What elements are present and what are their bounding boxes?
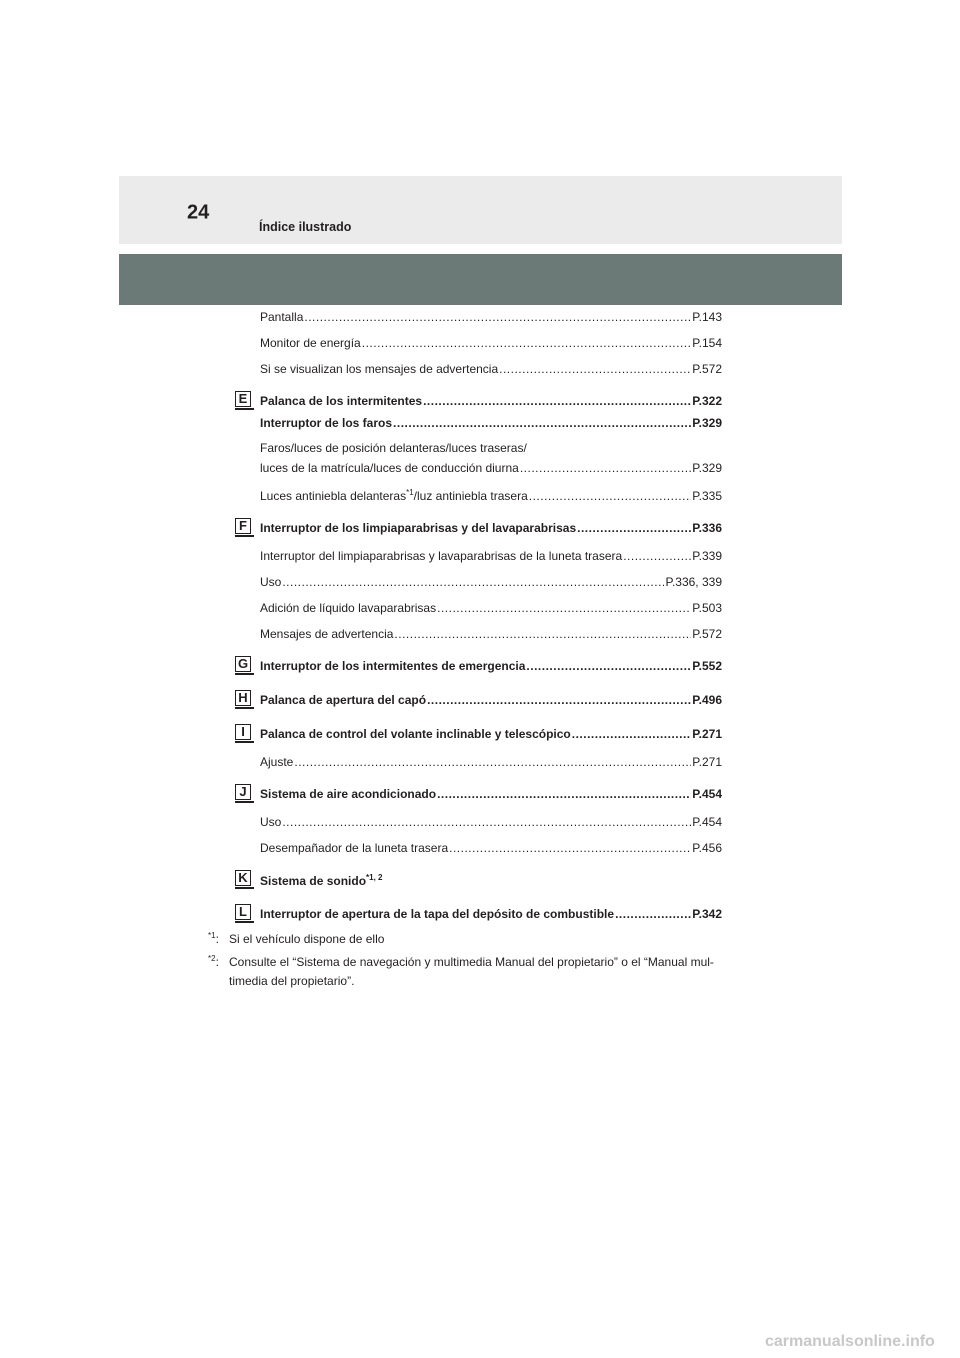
entry-label: Palanca de los intermitentes	[260, 394, 423, 408]
leader-dots	[449, 841, 691, 856]
callout-letter-e: E	[235, 391, 251, 407]
footnote-mark: *2	[208, 954, 216, 963]
entry-label: Monitor de energía	[260, 336, 361, 350]
entry-label: Palanca de apertura del capó	[260, 693, 427, 707]
leader-dots	[393, 416, 691, 431]
entry-label: Si se visualizan los mensajes de advertencia	[260, 362, 499, 376]
callout-letter-l: L	[235, 904, 251, 920]
leader-dots	[423, 394, 691, 409]
page-reference: P.271	[692, 755, 722, 769]
index-entry-luces-antiniebla	[260, 489, 722, 504]
index-entry-ajuste	[260, 755, 722, 770]
page-reference: P.143	[692, 310, 722, 324]
leader-dots	[282, 575, 664, 590]
leader-dots	[499, 362, 691, 377]
page-number: 24	[187, 201, 210, 224]
footnote-1	[208, 930, 385, 949]
index-entry-liquido-lavaparabrisas	[260, 601, 722, 616]
leader-dots	[437, 787, 691, 802]
footnote-mark: *1	[208, 931, 216, 940]
page-reference: P.336	[692, 521, 722, 535]
entry-label: Interruptor de los intermitentes de emergencia	[260, 659, 526, 673]
entry-label: Palanca de control del volante inclinable y telescópico	[260, 727, 571, 741]
leader-dots	[362, 336, 691, 351]
index-entry-mensajes-advertencia	[260, 362, 722, 377]
footnote-colon: :	[215, 955, 219, 969]
entry-label-part: Luces antiniebla delanteras	[260, 489, 407, 503]
callout-letter-j: J	[235, 784, 251, 800]
index-entry-volante-inclinable	[260, 727, 722, 742]
leader-dots	[615, 907, 691, 922]
page-reference: P.456	[692, 841, 722, 855]
entry-label: Uso	[260, 575, 282, 589]
callout-letter-h: H	[235, 690, 251, 706]
page-reference: P.329	[692, 461, 722, 475]
index-entry-apertura-capo	[260, 693, 722, 708]
leader-dots	[394, 627, 691, 642]
index-entry-limpiaparabrisas-trasero	[260, 549, 722, 564]
entry-label: Interruptor del limpiaparabrisas y lavaparabrisas de la luneta trasera	[260, 549, 623, 563]
callout-letter-i: I	[235, 724, 251, 740]
index-entry-mensajes-advertencia-2	[260, 627, 722, 642]
entry-label: Interruptor de los faros	[260, 416, 393, 430]
illustration-band	[119, 254, 842, 305]
footnote-2	[208, 953, 714, 972]
footnote-text: Consulte el “Sistema de navegación y multimedia Manual del propietario” o el “Manual mul-	[229, 955, 714, 969]
page-reference: P.329	[692, 416, 722, 430]
index-entry-faros-luces	[260, 461, 722, 476]
page-reference: P.339	[692, 549, 722, 563]
entry-label-part: /luz antiniebla trasera	[413, 489, 528, 503]
page-reference: P.342	[692, 907, 722, 921]
section-title: Índice ilustrado	[259, 220, 352, 234]
page-reference: P.336, 339	[665, 575, 722, 589]
index-entry-intermitentes-emergencia	[260, 659, 722, 674]
callout-letter-k: K	[235, 870, 251, 886]
leader-dots	[304, 310, 691, 325]
leader-dots	[623, 549, 691, 564]
entry-label: Interruptor de apertura de la tapa del depósito de combustible	[260, 907, 615, 921]
leader-dots	[526, 659, 691, 674]
page-reference: P.572	[692, 627, 722, 641]
page-reference: P.322	[692, 394, 722, 408]
header-band	[119, 176, 842, 244]
callout-letter-f: F	[235, 518, 251, 534]
leader-dots	[282, 815, 691, 830]
entry-label: Pantalla	[260, 310, 304, 324]
leader-dots	[294, 755, 691, 770]
page-reference: P.454	[692, 815, 722, 829]
entry-label: Ajuste	[260, 755, 294, 769]
footnote-text: timedia del propietario”.	[229, 974, 355, 988]
index-entry-desempanador	[260, 841, 722, 856]
leader-dots	[437, 601, 691, 616]
entry-label	[260, 489, 528, 504]
index-entry-uso	[260, 575, 722, 590]
index-entry-limpiaparabrisas	[260, 521, 722, 536]
entry-label: Desempañador de la luneta trasera	[260, 841, 449, 855]
index-entry-interruptor-faros	[260, 416, 722, 431]
footnote-ref: *1	[406, 488, 414, 497]
page-reference: P.154	[692, 336, 722, 350]
index-entry-monitor-energia	[260, 336, 722, 351]
index-entry-uso-2	[260, 815, 722, 830]
entry-label: luces de la matrícula/luces de conducción diurna	[260, 461, 519, 475]
index-entry-tapa-deposito	[260, 907, 722, 922]
page-reference: P.496	[692, 693, 722, 707]
page-reference: P.454	[692, 787, 722, 801]
index-entry-palanca-intermitentes	[260, 394, 722, 409]
page-reference: P.552	[692, 659, 722, 673]
leader-dots	[529, 489, 691, 504]
leader-dots	[577, 521, 691, 536]
leader-dots	[427, 693, 691, 708]
watermark: carmanualsonline.info	[765, 1333, 935, 1350]
entry-label: Sistema de sonido	[260, 874, 367, 888]
page-reference: P.503	[692, 601, 722, 615]
leader-dots	[572, 727, 691, 742]
entry-label-line1: Faros/luces de posición delanteras/luces traseras/	[260, 441, 527, 455]
page-reference: P.572	[692, 362, 722, 376]
footnote-text: Si el vehículo dispone de ello	[229, 932, 385, 946]
index-entry-sistema-sonido	[260, 874, 383, 889]
entry-label: Interruptor de los limpiaparabrisas y del lavaparabrisas	[260, 521, 577, 535]
entry-label: Sistema de aire acondicionado	[260, 787, 437, 801]
callout-letter-g: G	[235, 656, 251, 672]
leader-dots	[520, 461, 691, 476]
page-reference: P.271	[692, 727, 722, 741]
entry-label: Adición de líquido lavaparabrisas	[260, 601, 437, 615]
footnote-colon: :	[215, 932, 219, 946]
entry-label: Mensajes de advertencia	[260, 627, 394, 641]
index-entry-aire-acondicionado	[260, 787, 722, 802]
footnote-ref: *1, 2	[366, 873, 383, 882]
index-entry-pantalla	[260, 310, 722, 325]
entry-label: Uso	[260, 815, 282, 829]
page-reference: P.335	[692, 489, 722, 503]
